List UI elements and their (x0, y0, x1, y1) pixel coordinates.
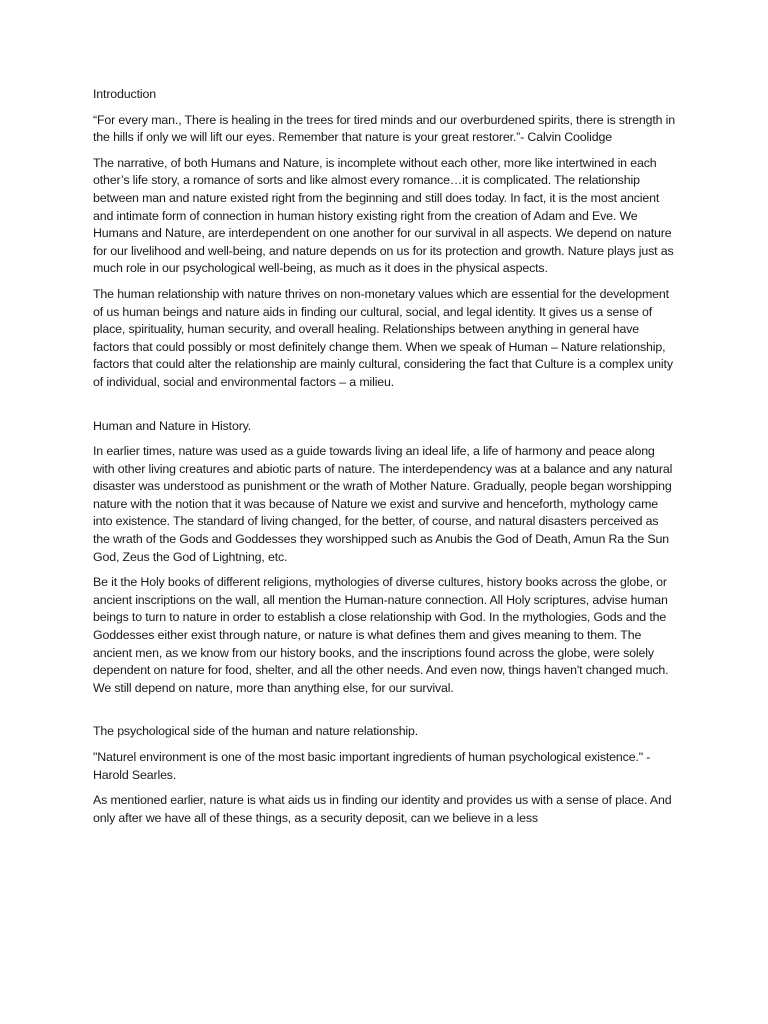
document-page (93, 86, 677, 835)
section-spacer (93, 705, 677, 723)
psychology-paragraph-1: As mentioned earlier, nature is what aids us in finding our identity and provides us with a sense of place. And only after we have all of these things, as a security deposit, can we believe in a less (93, 793, 672, 825)
section-heading-introduction: Introduction (93, 87, 156, 101)
intro-paragraph-2: The human relationship with nature thrives on non-monetary values which are essential for the development of us human beings and nature aids in finding our cultural, social, and legal identity. It gives us a sense of place, spirituality, human security, and overall healing. Relationships between anything in general have factors that could possibly or most definitely change them. When we speak of Human – Nature relationship, factors that could alter the relationship are mainly cultural, considering the fact that Culture is a complex unity of individual, social and environmental factors – a milieu. (93, 286, 673, 389)
section-heading-history: Human and Nature in History. (93, 418, 252, 433)
intro-paragraph-1: The narrative, of both Humans and Nature, is incomplete without each other, more like intertwined in each other’s life story, a romance of sorts and like almost every romance…it is complicated. The relationship between man and nature existed right from the beginning and still does today. In fact, it is the most ancient and intimate form of connection in human history existing right from the creation of Adam and Eve. We Humans and Nature, are interdependent on one another for our survival in all aspects. We depend on nature for our livelihood and well-being, and nature depends on us for its protection and growth. Nature plays just as much role in our psychological well-being, as much as it does in the physical aspects. (93, 155, 674, 276)
psychology-quote: "Naturel environment is one of the most basic important ingredients of human psychological existence." - Harold Searles. (93, 750, 651, 782)
section-heading-psychology: The psychological side of the human and nature relationship. (93, 724, 419, 739)
history-paragraph-2: Be it the Holy books of different religions, mythologies of diverse cultures, history books across the globe, or ancient inscriptions on the wall, all mention the Human-nature connection. All Holy scriptures, advise human beings to turn to nature in order to establish a close relationship with God. In the mythologies, Gods and the Goddesses either exist through nature, or nature is what defines them and gives meaning to them. The ancient men, as we know from our history books, and the inscriptions found across the globe, were solely dependent on nature for food, shelter, and all the other needs. And even now, things haven't changed much. We still depend on nature, more than anything else, for our survival. (93, 575, 669, 695)
section-spacer (93, 400, 677, 418)
history-paragraph-1: In earlier times, nature was used as a guide towards living an ideal life, a life of harmony and peace along with other living creatures and abiotic parts of nature. The interdependency was at a balance and any natural disaster was understood as punishment or the wrath of Mother Nature. Gradually, people began worshipping nature with the notion that it was because of Nature we exist and survive and henceforth, mythology came into existence. The standard of living changed, for the better, of course, and natural disasters perceived as the wrath of the Gods and Goddesses they worshipped such as Anubis the God of Death, Amun Ra the Sun God, Zeus the God of Lightning, etc. (93, 444, 673, 564)
intro-quote: “For every man., There is healing in the trees for tired minds and our overburdened spirits, there is strength in the hills if only we will lift our eyes. Remember that nature is your great restorer.”- Calvin Coolidge (93, 112, 675, 145)
